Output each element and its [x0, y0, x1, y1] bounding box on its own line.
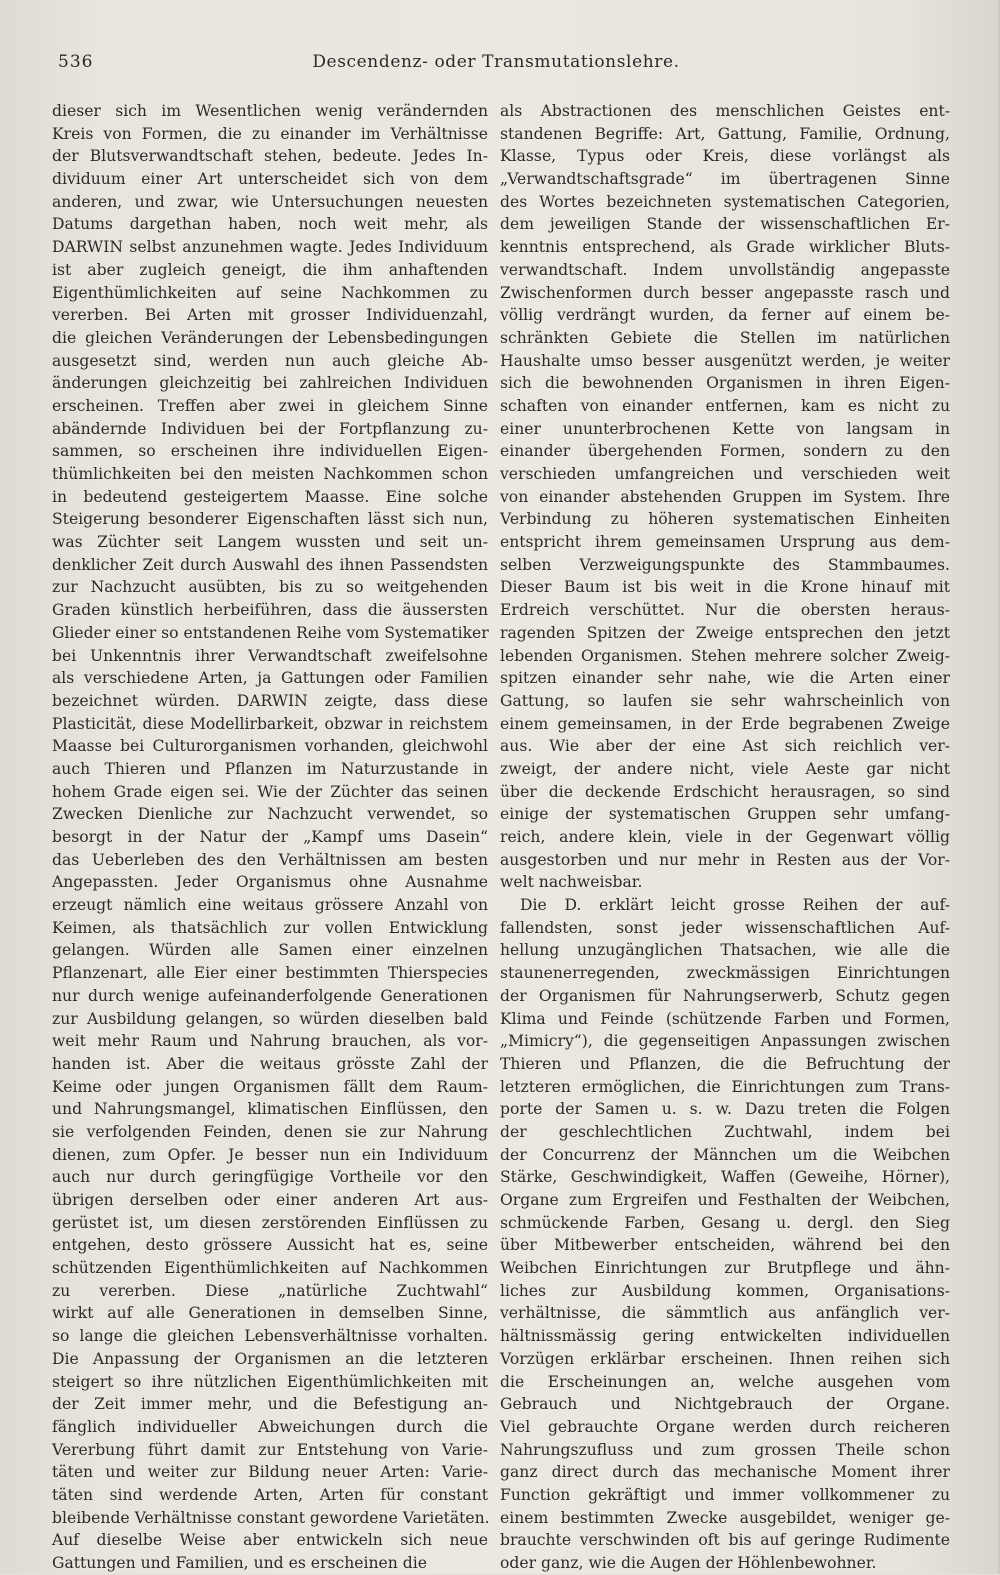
text-line: hältnissmässig gering entwickelten individuellen [500, 1327, 950, 1346]
text-line: Klasse, Typus oder Kreis, diese vorlängst als [500, 147, 950, 166]
text-line: Verbindung zu höheren systematischen Einheiten [500, 510, 950, 529]
text-line: schmückende Farben, Gesang u. dergl. den Sieg [500, 1213, 950, 1232]
text-line: ist aber zugleich geneigt, die ihm anhaftenden [52, 260, 488, 279]
text-line: Graden künstlich herbeiführen, dass die äussersten [52, 601, 488, 620]
page-header [52, 52, 940, 82]
text-line: welt nachweisbar. [500, 873, 643, 892]
text-line: zu vererben. Diese „natürliche Zuchtwahl“ [52, 1281, 488, 1300]
text-line: Nahrungszufluss und zum grossen Theile schon [500, 1440, 950, 1459]
text-line: aus. Wie aber der eine Ast sich reichlich ver- [500, 737, 950, 756]
text-line: entspricht ihrem gemeinsamen Ursprung aus dem- [500, 533, 950, 552]
text-line: Keime oder jungen Organismen fällt dem Raum- [52, 1077, 488, 1096]
text-line: letzteren ermöglichen, die Einrichtungen zum Trans- [500, 1077, 950, 1096]
text-line: „Verwandtschaftsgrade“ im übertragenen Sinne [500, 170, 950, 189]
text-line: weit mehr Raum und Nahrung brauchen, als vor- [52, 1032, 488, 1051]
text-line: spitzen einander sehr nahe, wie die Arten einer [500, 669, 950, 688]
text-line: sie verfolgenden Feinden, denen sie zur Nahrung [52, 1122, 488, 1141]
text-line: Weibchen Einrichtungen zur Brutpflege und ähn- [500, 1259, 950, 1278]
text-line: verschieden umfangreichen und verschieden weit [500, 465, 950, 483]
text-line: als verschiedene Arten, ja Gattungen oder Familien [52, 669, 488, 688]
text-line: bei Unkenntnis ihrer Verwandtschaft zweifelsohne [52, 646, 488, 665]
text-line: von einander abstehenden Gruppen im System. Ihre [500, 487, 950, 506]
text-line: Glieder einer so entstandenen Reihe vom Systematiker [52, 623, 489, 642]
text-line: thümlichkeiten bei den meisten Nachkommen schon [52, 465, 488, 483]
text-column-right [500, 100, 950, 1572]
text-line: hellung unzugänglichen Thatsachen, wie alle die [500, 941, 950, 960]
text-line: sammen, so erscheinen ihre individuellen Eigen- [52, 442, 488, 461]
text-line: über die deckende Erdschicht herausragen, so sind [500, 782, 950, 801]
text-line: Erdreich verschüttet. Nur die obersten heraus- [500, 601, 950, 620]
text-line: schaften von einander entfernen, kam es nicht zu [500, 396, 950, 415]
text-line: auch Thieren und Pflanzen im Naturzustande in [52, 759, 488, 778]
text-line: täten und weiter zur Bildung neuer Arten: Varie- [52, 1463, 488, 1482]
text-line: Vererbung führt damit zur Entstehung von Varie- [52, 1440, 488, 1459]
text-line: „Mimicry“), die gegenseitigen Anpassungen zwischen [500, 1032, 950, 1051]
text-line: einem gemeinsamen, in der Erde begrabenen Zweige [500, 714, 950, 733]
text-line: ragenden Spitzen der Zweige entsprechen den jetzt [500, 623, 950, 642]
text-line: das Ueberleben des den Verhältnissen am besten [52, 850, 488, 869]
text-line: der geschlechtlichen Zuchtwahl, indem bei [500, 1122, 950, 1141]
text-line: dividuum einer Art unterscheidet sich von dem [52, 170, 488, 189]
text-line: brauchte verschwinden oft bis auf geringe Rudimente [500, 1531, 950, 1550]
text-line: zur Ausbildung gelangen, so würden dieselben bald [52, 1009, 488, 1028]
text-line: Dieser Baum ist bis weit in die Krone hinauf mit [500, 578, 950, 597]
text-line: entgehen, desto grössere Aussicht hat es, seine [52, 1236, 488, 1255]
text-line: die Erscheinungen an, welche ausgehen vom [500, 1372, 950, 1391]
text-line: Gebrauch und Nichtgebrauch der Organe. [500, 1395, 950, 1414]
text-line: über Mitbewerber entscheiden, während bei den [500, 1236, 950, 1255]
text-line: liches zur Ausbildung kommen, Organisations- [500, 1281, 950, 1300]
text-line: übrigen derselben oder einer anderen Art aus- [52, 1191, 488, 1209]
text-line: in bedeutend gesteigertem Maasse. Eine solche [52, 487, 488, 506]
text-line: Organe zum Ergreifen und Festhalten der Weibchen, [500, 1191, 950, 1209]
text-line: einige der systematischen Gruppen sehr umfang- [500, 805, 950, 824]
text-line: anderen, und zwar, wie Untersuchungen neuesten [52, 192, 488, 211]
text-line: staunenerregenden, zweckmässigen Einrichtungen [500, 964, 950, 983]
text-line: der Zeit immer mehr, und die Befestigung an- [52, 1395, 488, 1414]
text-line: erzeugt nämlich eine weitaus grössere Anzahl von [52, 896, 488, 915]
text-line: sich die bewohnenden Organismen in ihren Eigen- [500, 374, 950, 393]
text-line: ausgestorben und nur mehr in Resten aus der Vor- [500, 850, 950, 869]
text-line: auch nur durch geringfügige Vortheile vor den [52, 1168, 488, 1187]
text-line: Eigenthümlichkeiten auf seine Nachkommen zu [52, 283, 488, 302]
text-line: der Blutsverwandtschaft stehen, bedeute. Jedes In- [52, 147, 488, 166]
text-line: dienen, zum Opfer. Je besser nun ein Individuum [52, 1145, 488, 1164]
text-line: ganz direct durch das mechanische Moment ihrer [500, 1463, 950, 1482]
text-line: Datums dargethan haben, noch weit mehr, als [52, 215, 488, 234]
text-line: bezeichnet würden. DARWIN zeigte, dass diese [52, 691, 488, 710]
text-line: gerüstet ist, um diesen zerstörenden Einflüssen zu [52, 1213, 488, 1232]
text-column-left [52, 100, 490, 1572]
text-line: Plasticität, diese Modellirbarkeit, obzwar in reichstem [52, 714, 488, 733]
text-line: porte der Samen u. s. w. Dazu treten die Folgen [500, 1100, 950, 1119]
text-line: Steigerung besonderer Eigenschaften lässt sich nun, [52, 510, 488, 529]
text-line: schützenden Eigenthümlichkeiten auf Nachkommen [52, 1259, 488, 1278]
text-line: der Concurrenz der Männchen um die Weibchen [500, 1145, 950, 1164]
text-line: ausgesetzt sind, werden nun auch gleiche Ab- [52, 351, 488, 370]
text-line: oder ganz, wie die Augen der Höhlenbewohner. [500, 1554, 877, 1572]
text-line: und Nahrungsmangel, klimatischen Einflüssen, den [52, 1100, 488, 1119]
text-line: Gattung, so laufen sie sehr wahrscheinlich von [500, 691, 950, 710]
text-line: selben Verzweigungspunkte des Stammbaumes. [500, 555, 950, 574]
text-line: standenen Begriffe: Art, Gattung, Familie, Ordnung, [500, 124, 950, 143]
text-line: einem bestimmten Zwecke ausgebildet, weniger ge- [500, 1508, 950, 1527]
text-line: Gattungen und Familien, und es erscheinen die [52, 1554, 427, 1572]
text-line: kenntnis entsprechend, als Grade wirklicher Bluts- [500, 238, 950, 257]
text-line: die gleichen Veränderungen der Lebensbedingungen [52, 328, 488, 347]
text-line: vererben. Bei Arten mit grosser Individuenzahl, [52, 306, 488, 325]
text-line: Pflanzenart, alle Eier einer bestimmten Thierspecies [52, 964, 488, 983]
text-line: was Züchter seit Langem wussten und seit un- [52, 533, 488, 552]
text-line: Kreis von Formen, die zu einander im Verhältnisse [52, 124, 488, 143]
text-line: einer ununterbrochenen Kette von langsam in [500, 419, 950, 438]
text-line: Haushalte umso besser ausgenützt werden, je weiter [500, 351, 950, 370]
text-line: dieser sich im Wesentlichen wenig verändernden [52, 102, 488, 120]
text-line: Keimen, als thatsächlich zur vollen Entwicklung [52, 918, 488, 937]
text-line: einander übergehenden Formen, sondern zu den [500, 442, 950, 461]
text-line: erscheinen. Treffen aber zwei in gleichem Sinne [52, 396, 488, 415]
text-line: fallendsten, sonst jeder wissenschaftlichen Auf- [500, 918, 950, 937]
text-line: täten sind werdende Arten, Arten für constant [52, 1485, 488, 1504]
text-line: lebenden Organismen. Stehen mehrere solcher Zweig- [500, 646, 950, 665]
text-line: fänglich individueller Abweichungen durch die [52, 1417, 488, 1436]
page-number: 536 [58, 52, 94, 72]
text-line: Zwecken Dienliche zur Nachzucht verwendet, so [52, 805, 488, 824]
text-line: dem jeweiligen Stande der wissenschaftlichen Er- [500, 215, 950, 234]
text-line: schränkten Gebiete die Stellen im natürlichen [500, 328, 950, 347]
text-line: Die Anpassung der Organismen an die letzteren [52, 1349, 488, 1368]
text-line: besorgt in der Natur der „Kampf ums Dasein“ [52, 828, 488, 846]
text-line: DARWIN selbst anzunehmen wagte. Jedes Individuum [52, 238, 488, 257]
text-line: gelangen. Würden alle Samen einer einzelnen [52, 941, 488, 960]
text-line: steigert so ihre nützlichen Eigenthümlichkeiten mit [52, 1372, 488, 1391]
text-line: verwandtschaft. Indem unvollständig angepasste [500, 260, 950, 279]
text-line: Maasse bei Culturorganismen vorhanden, gleichwohl [52, 737, 488, 756]
text-line: reich, andere klein, viele in der Gegenwart völlig [500, 828, 950, 846]
text-line: hohem Grade eigen sei. Wie der Züchter das seinen [52, 782, 488, 801]
text-line: änderungen gleichzeitig bei zahlreichen Individuen [52, 374, 488, 393]
text-line: so lange die gleichen Lebensverhältnisse vorhalten. [52, 1327, 488, 1346]
text-line: handen ist. Aber die weitaus grösste Zahl der [52, 1054, 488, 1073]
text-line: der Organismen für Nahrungserwerb, Schutz gegen [500, 986, 950, 1005]
text-line: Angepassten. Jeder Organismus ohne Ausnahme [52, 873, 488, 892]
text-line: wirkt auf alle Generationen in demselben Sinne, [52, 1304, 488, 1323]
text-line: denklicher Zeit durch Auswahl des ihnen Passendsten [52, 555, 488, 574]
text-line: Auf dieselbe Weise aber entwickeln sich neue [52, 1531, 488, 1550]
text-line: Die D. erklärt leicht grosse Reihen der auf- [520, 896, 950, 915]
text-line: Zwischenformen durch besser angepasste rasch und [500, 283, 950, 302]
text-line: zur Nachzucht ausübten, bis zu so weitgehenden [52, 578, 488, 597]
text-line: Viel gebrauchte Organe werden durch reicheren [500, 1417, 950, 1436]
text-line: Thieren und Pflanzen, die die Befruchtung der [500, 1054, 950, 1073]
running-title: Descendenz- oder Transmutationslehre. [312, 52, 680, 72]
text-line: zweigt, der andere nicht, viele Aeste gar nicht [500, 759, 950, 778]
text-line: nur durch wenige aufeinanderfolgende Generationen [52, 986, 488, 1005]
text-line: des Wortes bezeichneten systematischen Categorien, [500, 192, 950, 211]
text-line: völlig verdrängt wurden, da ferner auf einem be- [500, 306, 950, 325]
text-line: abändernde Individuen bei der Fortpflanzung zu- [52, 419, 488, 438]
text-line: bleibende Verhältnisse constant gewordene Varietäten. [52, 1508, 490, 1527]
text-line: als Abstractionen des menschlichen Geistes ent- [500, 102, 950, 120]
text-line: Vorzügen erklärbar erscheinen. Ihnen reihen sich [500, 1349, 950, 1368]
text-line: Function gekräftigt und immer vollkommener zu [500, 1485, 950, 1504]
text-line: Klima und Feinde (schützende Farben und Formen, [500, 1009, 950, 1028]
text-line: Stärke, Geschwindigkeit, Waffen (Geweihe, Hörner), [500, 1168, 950, 1187]
text-line: verhältnisse, die sämmtlich aus anfänglich ver- [500, 1304, 950, 1323]
